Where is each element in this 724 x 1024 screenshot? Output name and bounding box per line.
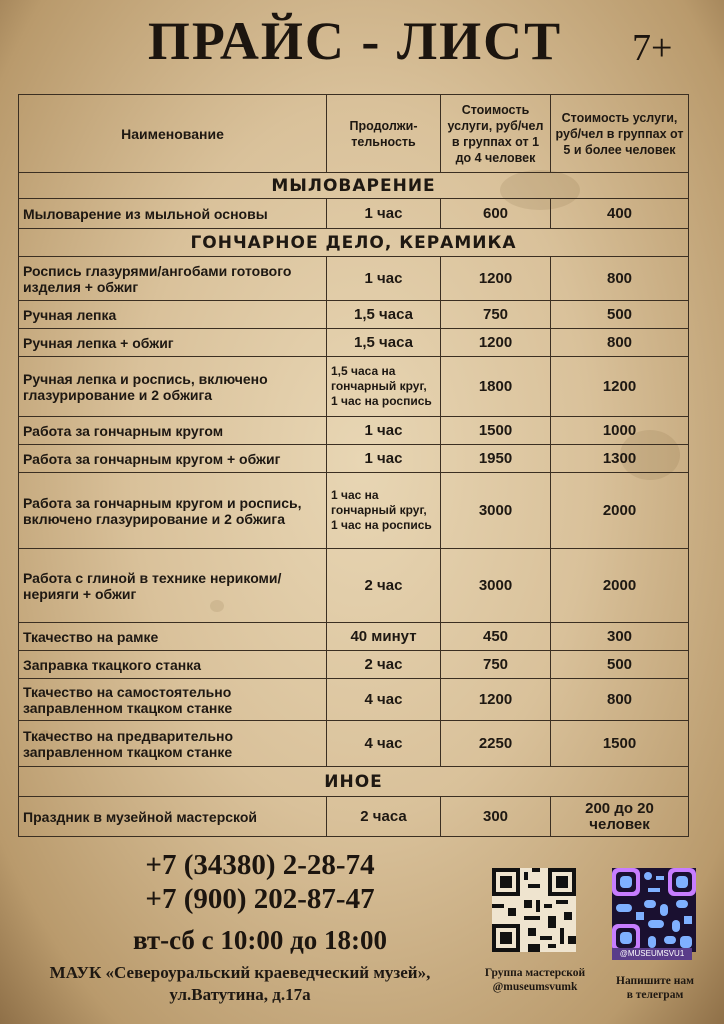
organization-name: МАУК «Североуральский краеведческий музей», xyxy=(49,963,431,982)
price-large-group: 2000 xyxy=(551,473,689,549)
service-name: Ткачество на самостоятельно заправленном ткацком станке xyxy=(19,679,327,721)
service-name: Праздник в музейной мастерской xyxy=(19,797,327,837)
price-large-group: 1300 xyxy=(551,445,689,473)
price-small-group: 2250 xyxy=(441,721,551,767)
table-row xyxy=(19,679,689,721)
table-row xyxy=(19,623,689,651)
table-row xyxy=(19,257,689,301)
service-duration: 2 часа xyxy=(327,797,441,837)
section-row xyxy=(19,229,689,257)
price-large-group: 800 xyxy=(551,679,689,721)
service-duration: 1 час xyxy=(327,417,441,445)
section-title: ИНОЕ xyxy=(19,767,689,797)
service-duration: 4 час xyxy=(327,679,441,721)
service-name: Работа за гончарным кругом xyxy=(19,417,327,445)
service-name: Заправка ткацкого станка xyxy=(19,651,327,679)
service-duration: 1 час xyxy=(327,257,441,301)
price-large-group: 800 xyxy=(551,329,689,357)
service-duration: 1,5 часа xyxy=(327,301,441,329)
price-large-group: 1000 xyxy=(551,417,689,445)
table-row xyxy=(19,721,689,767)
service-duration: 4 час xyxy=(327,721,441,767)
price-small-group: 1800 xyxy=(441,357,551,417)
price-large-group: 200 до 20 человек xyxy=(551,797,689,837)
service-name: Ткачество на рамке xyxy=(19,623,327,651)
service-duration: 2 час xyxy=(327,549,441,623)
table-header-row xyxy=(19,95,689,173)
header-duration: Продолжи-тельность xyxy=(327,95,441,173)
service-duration: 1,5 часа xyxy=(327,329,441,357)
telegram-caption-line-2: в телеграм xyxy=(626,989,684,1001)
price-small-group: 750 xyxy=(441,301,551,329)
section-title: ГОНЧАРНОЕ ДЕЛО, КЕРАМИКА xyxy=(19,229,689,257)
price-small-group: 1200 xyxy=(441,329,551,357)
service-name: Работа с глиной в технике нерикоми/ нерияги + обжиг xyxy=(19,549,327,623)
table-row xyxy=(19,797,689,837)
service-name: Ручная лепка + обжиг xyxy=(19,329,327,357)
header-price-large-group: Стоимость услуги, руб/чел в группах от 5 и более человек xyxy=(551,95,689,173)
section-title: МЫЛОВАРЕНИЕ xyxy=(19,173,689,199)
page-title: ПРАЙС - ЛИСТ xyxy=(147,11,563,71)
price-small-group: 3000 xyxy=(441,549,551,623)
service-duration: 1 час xyxy=(327,445,441,473)
table-row xyxy=(19,417,689,445)
header-price-small-group: Стоимость услуги, руб/чел в группах от 1 до 4 человек xyxy=(441,95,551,173)
price-small-group: 1950 xyxy=(441,445,551,473)
service-name: Мыловарение из мыльной основы xyxy=(19,199,327,229)
table-row xyxy=(19,329,689,357)
service-duration: 1,5 часа на гончарный круг, 1 час на роспись xyxy=(327,357,441,417)
vk-caption-line-2[interactable]: @museumsvumk xyxy=(492,981,578,993)
organization-block xyxy=(10,962,470,1006)
price-small-group: 1500 xyxy=(441,417,551,445)
telegram-qr-code[interactable] xyxy=(612,868,696,958)
price-small-group: 3000 xyxy=(441,473,551,549)
service-duration: 1 час xyxy=(327,199,441,229)
vk-qr-caption xyxy=(472,966,598,994)
vk-qr-code[interactable] xyxy=(492,868,576,958)
qr-code-icon xyxy=(492,868,576,952)
price-large-group: 1500 xyxy=(551,721,689,767)
telegram-handle-label: @MUSEUMSVU1 xyxy=(612,948,692,960)
price-table xyxy=(18,94,689,837)
table-row xyxy=(19,301,689,329)
price-small-group: 300 xyxy=(441,797,551,837)
table-row xyxy=(19,199,689,229)
section-row xyxy=(19,173,689,199)
table-row xyxy=(19,357,689,417)
table-row xyxy=(19,473,689,549)
price-small-group: 750 xyxy=(441,651,551,679)
price-small-group: 600 xyxy=(441,199,551,229)
phone-number-2[interactable]: +7 (900) 202-87-47 xyxy=(145,883,375,915)
table-row xyxy=(19,651,689,679)
organization-address: ул.Ватутина, д.17а xyxy=(169,985,311,1004)
service-name: Работа за гончарным кругом и роспись, включено глазурирование и 2 обжига xyxy=(19,473,327,549)
qr-code-icon xyxy=(612,868,696,952)
price-large-group: 500 xyxy=(551,651,689,679)
price-large-group: 1200 xyxy=(551,357,689,417)
price-small-group: 1200 xyxy=(441,679,551,721)
telegram-caption-line-1: Напишите нам xyxy=(616,975,694,987)
phone-number-1[interactable]: +7 (34380) 2-28-74 xyxy=(145,849,375,881)
service-name: Роспись глазурями/ангобами готового изделия + обжиг xyxy=(19,257,327,301)
opening-hours: вт-сб с 10:00 до 18:00 xyxy=(132,925,388,955)
service-name: Ткачество на предварительно заправленном ткацком станке xyxy=(19,721,327,767)
service-duration: 1 час на гончарный круг, 1 час на роспись xyxy=(327,473,441,549)
price-large-group: 300 xyxy=(551,623,689,651)
contacts-block xyxy=(60,848,460,960)
service-name: Работа за гончарным кругом + обжиг xyxy=(19,445,327,473)
header-name: Наименование xyxy=(19,95,327,173)
table-row xyxy=(19,549,689,623)
service-name: Ручная лепка и роспись, включено глазурирование и 2 обжига xyxy=(19,357,327,417)
service-duration: 40 минут xyxy=(327,623,441,651)
age-rating: 7+ xyxy=(632,27,673,69)
section-row xyxy=(19,767,689,797)
vk-caption-line-1: Группа мастерской xyxy=(484,967,586,979)
price-large-group: 2000 xyxy=(551,549,689,623)
price-large-group: 500 xyxy=(551,301,689,329)
service-name: Ручная лепка xyxy=(19,301,327,329)
service-duration: 2 час xyxy=(327,651,441,679)
price-large-group: 800 xyxy=(551,257,689,301)
table-row xyxy=(19,445,689,473)
telegram-qr-caption xyxy=(600,974,710,1002)
price-large-group: 400 xyxy=(551,199,689,229)
price-small-group: 1200 xyxy=(441,257,551,301)
price-small-group: 450 xyxy=(441,623,551,651)
